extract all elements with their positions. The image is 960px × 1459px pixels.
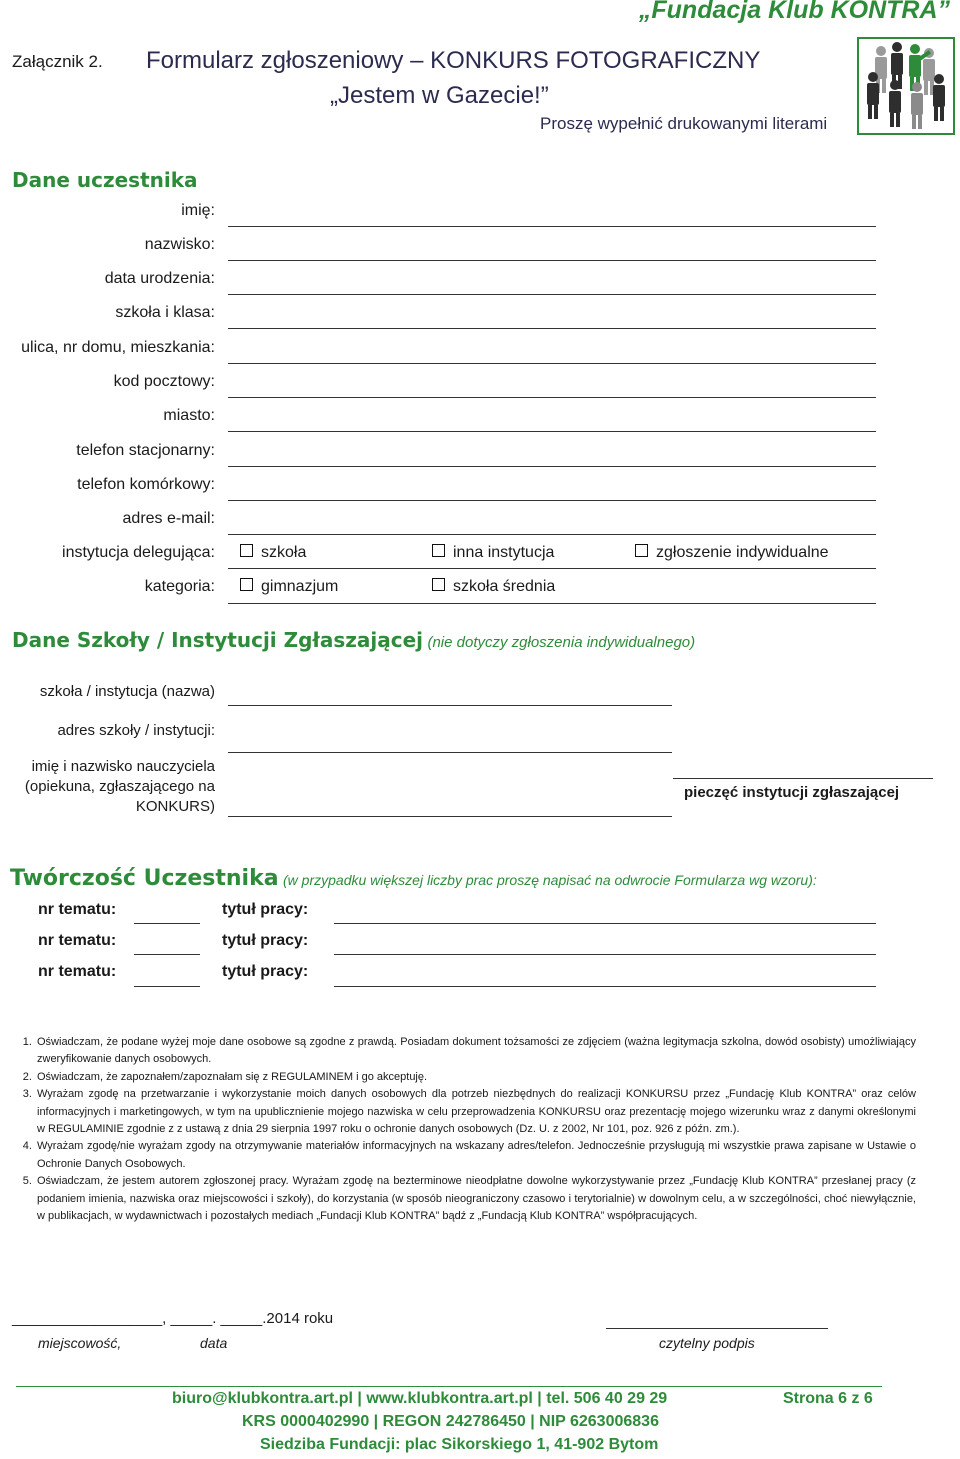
school-class-field[interactable]: [228, 328, 876, 329]
landline-field[interactable]: [228, 466, 876, 467]
topic-number-field[interactable]: [134, 954, 200, 955]
postal-code-label: kod pocztowy:: [113, 373, 215, 390]
topic-number-label: nr tematu:: [38, 901, 117, 918]
category-middle-school-option[interactable]: gimnazjum: [240, 578, 338, 596]
stamp-line: [673, 778, 933, 779]
participant-heading: Dane uczestnika: [12, 168, 198, 192]
topic-number-label: nr tematu:: [38, 932, 117, 949]
place-date-line[interactable]: __________________, _____. _____.2014 roku: [12, 1310, 334, 1327]
date-label: data: [200, 1335, 228, 1351]
footer-divider: [16, 1386, 882, 1387]
declaration-item: 5. Oświadczam, że jestem autorem zgłoszonej pracy. Wyrażam zgodę na bezterminowe nieodpłatne dowolne wykorzystywanie przez „Fundację Klub KONTRA” przesłanej pracy (z podaniem imienia, nazwiska oraz miejscowości i szkoły), do korzystania (w sposób nieograniczony czasowo i terytorialnie) w dowolnym celu, a w szczególności, choć niewyłącznie, w publikacjach, w wydawnictwach i pozostałych mediach „Fundacji Klub KONTRA” bądź z „Fundacją Klub KONTRA” współpracujących.: [35, 1173, 916, 1225]
work-title-field[interactable]: [334, 954, 876, 955]
checkbox-icon: [635, 544, 648, 557]
category-high-school-option[interactable]: szkoła średnia: [432, 578, 555, 596]
birth-date-label: data urodzenia:: [104, 270, 215, 287]
street-field[interactable]: [228, 363, 876, 364]
contest-title: „Jestem w Gazecie!”: [330, 82, 549, 109]
school-class-label: szkoła i klasa:: [115, 304, 215, 321]
delegating-school-option[interactable]: szkoła: [240, 544, 306, 562]
work-title-label: tytuł pracy:: [222, 963, 309, 980]
email-label: adres e-mail:: [122, 510, 215, 527]
city-field[interactable]: [228, 431, 876, 432]
mobile-label: telefon komórkowy:: [77, 476, 215, 493]
declarations: [10, 1034, 916, 1225]
category-label: kategoria:: [144, 578, 215, 595]
email-field[interactable]: [228, 534, 876, 535]
footer-contacts[interactable]: biuro@klubkontra.art.pl | www.klubkontra.art.pl | tel. 506 40 29 29: [172, 1390, 668, 1407]
signature-line[interactable]: [606, 1328, 828, 1329]
first-name-label: imię:: [181, 202, 215, 219]
signature-label: czytelny podpis: [659, 1335, 755, 1351]
fill-hint: Proszę wypełnić drukowanymi literami: [540, 114, 828, 133]
checkbox-icon: [432, 544, 445, 557]
last-name-field[interactable]: [228, 260, 876, 261]
delegating-other-option[interactable]: inna instytucja: [432, 544, 554, 562]
teacher-label: imię i nazwisko nauczyciela (opiekuna, zgłaszającego na KONKURS): [24, 758, 215, 815]
school-address-field[interactable]: [228, 752, 672, 753]
footer-address: Siedziba Fundacji: plac Sikorskiego 1, 41-902 Bytom: [260, 1436, 659, 1453]
checkbox-icon: [240, 578, 253, 591]
mobile-field[interactable]: [228, 500, 876, 501]
teacher-field[interactable]: [228, 816, 672, 817]
declaration-item: 3. Wyrażam zgodę na przetwarzanie i wykorzystanie moich danych osobowych dla potrzeb niezbędnych do realizacji KONKURSU przez „Fundację Klub KONTRA” oraz celów informacyjnych i marketingowych, w tym na upublicznienie mojego nazwiska w celu przeprowadzenia KONKURSU oraz prezentację mojego wizerunku wraz z danymi określonymi w REGULAMINIE zgodnie z z ustawą z dnia 29 sierpnia 1997 roku o ochronie danych osobowych (Dz. U. z 2002, Nr 101, poz. 926 z późn. zm.).: [35, 1086, 916, 1138]
declaration-item: 2. Oświadczam, że zapoznałem/zapoznałam się z REGULAMINEM i go akceptuję.: [35, 1069, 916, 1086]
last-name-label: nazwisko:: [144, 236, 215, 253]
landline-label: telefon stacjonarny:: [76, 442, 215, 459]
school-address-label: adres szkoły / instytucji:: [57, 722, 215, 739]
city-label: miasto:: [163, 407, 215, 424]
declaration-item: 4. Wyrażam zgodę/nie wyrażam zgody na otrzymywanie materiałów informacyjnych na wskazany adres/telefon. Jednocześnie przysługują mi wszystkie prawa zapisane w Ustawie o Ochronie Danych Osobowych.: [35, 1138, 916, 1173]
school-name-field[interactable]: [228, 705, 672, 706]
checkbox-icon: [432, 578, 445, 591]
first-name-field[interactable]: [228, 226, 876, 227]
birth-date-field[interactable]: [228, 294, 876, 295]
work-title-field[interactable]: [334, 986, 876, 987]
foundation-name: „Fundacja Klub KONTRA”: [638, 0, 950, 24]
topic-number-label: nr tematu:: [38, 963, 117, 980]
work-title-label: tytuł pracy:: [222, 901, 309, 918]
school-name-label: szkoła / instytucja (nazwa): [39, 683, 215, 700]
work-title-field[interactable]: [334, 923, 876, 924]
place-label: miejscowość,: [38, 1335, 122, 1351]
topic-number-field[interactable]: [134, 986, 200, 987]
people-group-logo-icon: [857, 37, 955, 135]
work-title-label: tytuł pracy:: [222, 932, 309, 949]
checkbox-icon: [240, 544, 253, 557]
stamp-label: pieczęć instytucji zgłaszającej: [684, 784, 900, 801]
attachment-label: Załącznik 2.: [12, 52, 103, 71]
category-underline: [228, 603, 876, 604]
street-label: ulica, nr domu, mieszkania:: [21, 339, 215, 356]
topic-number-field[interactable]: [134, 923, 200, 924]
works-heading: Twórczość Uczestnika (w przypadku większej liczby prac proszę napisać na odwrocie Formularza wg wzoru):: [10, 866, 817, 891]
delegating-individual-option[interactable]: zgłoszenie indywidualne: [635, 544, 829, 562]
footer-registry: KRS 0000402990 | REGON 242786450 | NIP 6263006836: [242, 1413, 659, 1430]
delegating-label: instytucja delegująca:: [62, 544, 215, 561]
delegating-underline: [228, 568, 876, 569]
school-heading: Dane Szkoły / Instytucji Zgłaszającej (nie dotyczy zgłoszenia indywidualnego): [12, 628, 696, 652]
page-number: Strona 6 z 6: [783, 1390, 873, 1407]
declaration-item: 1. Oświadczam, że podane wyżej moje dane osobowe są zgodne z prawdą. Posiadam dokument tożsamości ze zdjęciem (ważna legitymacja szkolna, dowód osobisty) umożliwiający zweryfikowanie danych osobowych.: [35, 1034, 916, 1069]
postal-code-field[interactable]: [228, 397, 876, 398]
form-title: Formularz zgłoszeniowy – KONKURS FOTOGRAFICZNY: [146, 47, 761, 74]
